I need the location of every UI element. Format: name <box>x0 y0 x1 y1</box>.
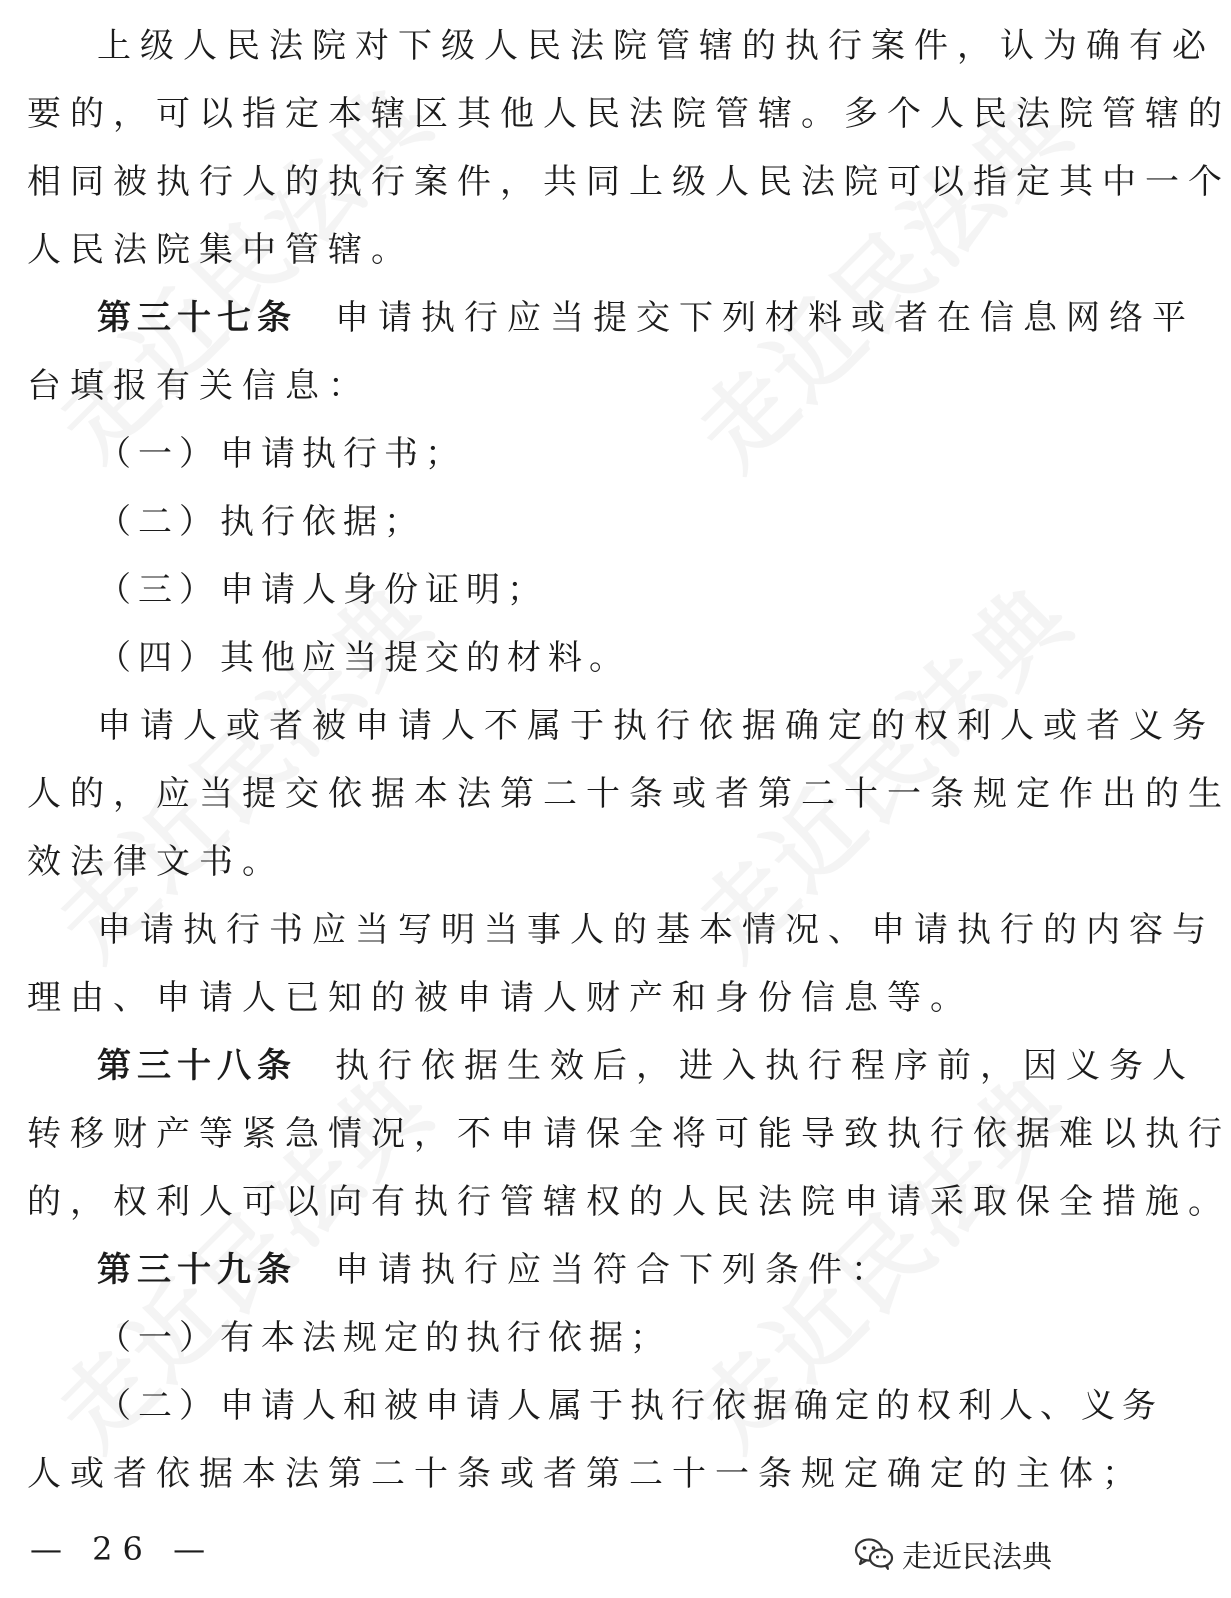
document-body <box>27 12 1231 1508</box>
article-text: 执行依据生效后，进入执行程序前，因义务人 <box>335 1046 1195 1086</box>
text-line <box>27 1032 1195 1100</box>
list-item: （二）申请人和被申请人属于执行依据确定的权利人、义务 <box>97 1386 1163 1426</box>
list-item: （三）申请人身份证明； <box>97 570 548 610</box>
text-line: 要的，可以指定本辖区其他人民法院管辖。多个人民法院管辖的 <box>27 94 1231 134</box>
list-item: （一）申请执行书； <box>97 434 466 474</box>
article-number: 第三十七条 <box>97 298 297 338</box>
text-line: 效法律文书。 <box>27 842 285 882</box>
text-line: 台填报有关信息： <box>27 366 371 406</box>
paragraph <box>27 12 1231 284</box>
text-line <box>27 284 1195 352</box>
text-line: 申请人或者被申请人不属于执行依据确定的权利人或者义务 <box>97 706 1215 746</box>
brand-mark <box>854 1532 1052 1576</box>
list-item: （二）执行依据； <box>97 502 425 542</box>
article-number: 第三十八条 <box>97 1046 297 1086</box>
text-line: 理由、申请人已知的被申请人财产和身份信息等。 <box>27 978 973 1018</box>
brand-name: 走近民法典 <box>902 1540 1052 1575</box>
article-text: 申请执行应当提交下列材料或者在信息网络平 <box>335 298 1195 338</box>
wechat-icon <box>854 1537 894 1571</box>
article-37 <box>27 284 1195 420</box>
text-line: 人的，应当提交依据本法第二十条或者第二十一条规定作出的生 <box>27 774 1231 814</box>
article-38 <box>27 1032 1231 1236</box>
page-footer <box>0 1520 1080 1580</box>
text-line: 人民法院集中管辖。 <box>27 230 414 270</box>
list-item: （一）有本法规定的执行依据； <box>97 1318 671 1358</box>
text-line: 上级人民法院对下级人民法院管辖的执行案件，认为确有必 <box>97 26 1215 66</box>
article-39 <box>27 1236 1047 1304</box>
article-number: 第三十九条 <box>97 1250 297 1290</box>
text-line: 转移财产等紧急情况，不申请保全将可能导致执行依据难以执行 <box>27 1114 1231 1154</box>
page-number: — 26 — <box>30 1530 216 1568</box>
text-line: 的，权利人可以向有执行管辖权的人民法院申请采取保全措施。 <box>27 1182 1231 1222</box>
text-line: 申请执行书应当写明当事人的基本情况、申请执行的内容与 <box>97 910 1215 950</box>
paragraph <box>27 896 1215 1032</box>
text-line: 相同被执行人的执行案件，共同上级人民法院可以指定其中一个 <box>27 162 1231 202</box>
paragraph <box>27 692 1231 896</box>
text-line: 人或者依据本法第二十条或者第二十一条规定确定的主体； <box>27 1454 1145 1494</box>
article-text: 申请执行应当符合下列条件： <box>335 1250 894 1290</box>
list-item: （四）其他应当提交的材料。 <box>97 638 630 678</box>
text-line <box>27 1236 1047 1304</box>
